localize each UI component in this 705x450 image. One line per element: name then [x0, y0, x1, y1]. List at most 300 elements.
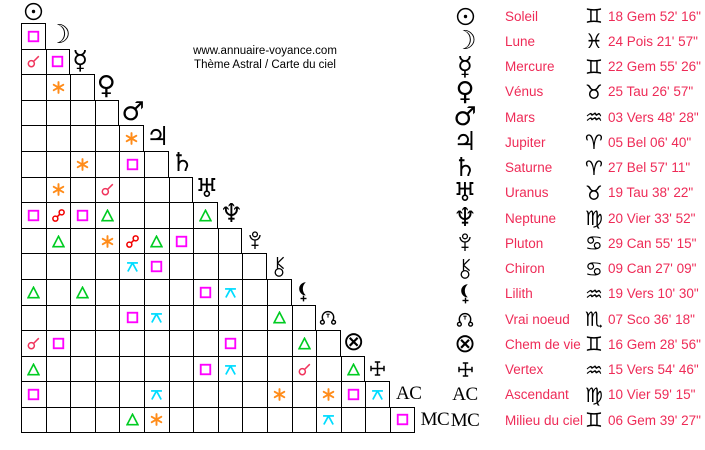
- aspect-cell-vertex-soleil: [21, 356, 46, 382]
- body-name: Vénus: [505, 84, 544, 100]
- body-name: Chem de vie: [505, 336, 581, 352]
- aspect-cell-jupiter-venus: [95, 125, 120, 151]
- legend-row-mars: [450, 102, 705, 133]
- aspect-cell-lilith-lune: [46, 279, 71, 305]
- aspect-cell-pluton-neptune: [218, 228, 243, 254]
- trine-aspect-icon: [52, 235, 65, 248]
- vertex-glyph: [365, 356, 390, 382]
- aspect-cell-chiron-jupiter: [144, 253, 169, 279]
- mercury-glyph-icon: ☿: [457, 51, 473, 82]
- aspect-cell-milieu-du-ciel-mars: [119, 407, 144, 433]
- aspect-cell-jupiter-mars: [119, 125, 144, 151]
- legend-row-lilith: [450, 281, 705, 306]
- ascendant-glyph: AC: [396, 383, 422, 405]
- aspect-cell-vertex-venus: [95, 356, 120, 382]
- virgo-sign-icon: ♍: [585, 382, 603, 407]
- aspect-cell-milieu-du-ciel-saturne: [169, 407, 194, 433]
- body-position: 05 Bel 06' 40": [608, 134, 692, 150]
- aspect-cell-mercure-soleil: [21, 49, 46, 75]
- virgo-sign-icon: ♍: [585, 206, 603, 231]
- legend-row-mercure: [450, 51, 705, 82]
- aspect-cell-chiron-saturne: [169, 253, 194, 279]
- aspect-cell-ascendant-saturne: [169, 381, 194, 407]
- jupiter-glyph: ♃: [146, 122, 170, 153]
- aspect-cell-ascendant-vrai-noeud: [316, 381, 341, 407]
- trine-aspect-icon: [27, 363, 40, 376]
- body-position: 27 Bel 57' 11": [608, 160, 691, 176]
- conjunction-aspect-icon: [27, 337, 40, 350]
- aspect-cell-lilith-mercure: [70, 279, 95, 305]
- aspect-cell-lilith-mars: [119, 279, 144, 305]
- body-position: 29 Can 55' 15": [608, 235, 697, 251]
- legend-row-uranus: [450, 177, 705, 208]
- saturne-glyph: ♄: [170, 148, 194, 178]
- body-position: 22 Gem 55' 26": [608, 59, 701, 75]
- aspect-cell-vrai-noeud-neptune: [218, 305, 243, 331]
- aspect-cell-chem-de-vie-venus: [95, 330, 120, 356]
- aspect-cell-chem-de-vie-jupiter: [144, 330, 169, 356]
- body-name: Saturne: [505, 160, 553, 176]
- conjunction-aspect-icon: [27, 55, 40, 68]
- sextile-aspect-icon: [125, 132, 138, 145]
- aspect-cell-vertex-mars: [119, 356, 144, 382]
- sun-glyph-icon: [24, 2, 43, 21]
- aspect-cell-vertex-uranus: [193, 356, 218, 382]
- body-name: Ascendant: [505, 387, 569, 403]
- aspect-cell-lilith-soleil: [21, 279, 46, 305]
- aspect-cell-chiron-venus: [95, 253, 120, 279]
- aspect-cell-saturne-soleil: [21, 151, 46, 177]
- uranus-glyph: ♅: [195, 173, 219, 204]
- aspect-cell-chem-de-vie-uranus: [193, 330, 218, 356]
- aspect-cell-neptune-venus: [95, 202, 120, 228]
- MC-glyph-icon: MC: [450, 409, 480, 431]
- vertex-glyph-icon: [369, 360, 386, 377]
- square-aspect-icon: [224, 337, 237, 350]
- aspect-cell-mars-soleil: [21, 100, 46, 126]
- body-position: 18 Gem 52' 16": [608, 8, 701, 24]
- taurus-sign-icon: ♉: [585, 180, 603, 205]
- square-aspect-icon: [76, 209, 89, 222]
- lilith-glyph: [292, 279, 317, 305]
- aspect-cell-ascendant-lilith: [292, 381, 317, 407]
- aspect-cell-milieu-du-ciel-chem-de-vie: [341, 407, 366, 433]
- chem-de-vie-glyph: ⊗: [342, 327, 365, 358]
- aspect-cell-lilith-jupiter: [144, 279, 169, 305]
- taurus-sign-icon: ♉: [585, 79, 603, 104]
- aspect-cell-vertex-vrai-noeud: [316, 356, 341, 382]
- aspect-cell-neptune-uranus: [193, 202, 218, 228]
- aspect-cell-lilith-pluton: [242, 279, 267, 305]
- aquarius-sign-icon: ♒: [585, 357, 603, 382]
- aspect-cell-neptune-lune: [46, 202, 71, 228]
- trine-aspect-icon: [126, 413, 139, 426]
- aspect-cell-chem-de-vie-mars: [119, 330, 144, 356]
- lilith-glyph-icon: [459, 283, 472, 304]
- aries-sign-icon: ♈: [585, 155, 603, 180]
- body-position: 09 Can 27' 09": [608, 261, 697, 277]
- square-aspect-icon: [347, 388, 360, 401]
- body-name: Lune: [505, 33, 536, 49]
- aspect-cell-pluton-mercure: [70, 228, 95, 254]
- venus-glyph-icon: ♀: [455, 76, 475, 107]
- aspect-cell-milieu-du-ciel-ascendant: [390, 407, 415, 433]
- lilith-glyph-icon: [297, 281, 310, 302]
- body-position: 15 Vers 54' 46": [608, 362, 699, 378]
- true-node-glyph-icon: [319, 309, 337, 326]
- square-aspect-icon: [52, 337, 65, 350]
- opposition-aspect-icon: [126, 235, 139, 248]
- aspect-cell-chem-de-vie-neptune: [218, 330, 243, 356]
- body-name: Soleil: [505, 8, 539, 24]
- trine-aspect-icon: [101, 209, 114, 222]
- aspect-cell-ascendant-lune: [46, 381, 71, 407]
- aspect-cell-ascendant-soleil: [21, 381, 46, 407]
- legend-row-vertex: [450, 357, 705, 382]
- aspect-cell-ascendant-chiron: [267, 381, 292, 407]
- legend-row-milieu-du-ciel: [450, 407, 705, 432]
- aspect-cell-venus-mercure: [70, 74, 95, 100]
- aspect-cell-chiron-mercure: [70, 253, 95, 279]
- aspect-cell-vertex-jupiter: [144, 356, 169, 382]
- aspect-cell-vertex-chem-de-vie: [341, 356, 366, 382]
- sextile-aspect-icon: [52, 183, 65, 196]
- aspect-cell-jupiter-soleil: [21, 125, 46, 151]
- aspect-cell-vertex-chiron: [267, 356, 292, 382]
- aquarius-sign-icon: ♒: [585, 281, 603, 306]
- neptune-glyph-icon: ♆: [453, 203, 477, 234]
- aspect-cell-lilith-neptune: [218, 279, 243, 305]
- aspect-cell-vrai-noeud-mars: [119, 305, 144, 331]
- aspect-cell-vertex-saturne: [169, 356, 194, 382]
- quincunx-aspect-icon: [126, 260, 139, 273]
- square-aspect-icon: [175, 235, 188, 248]
- aspect-cell-vrai-noeud-saturne: [169, 305, 194, 331]
- legend-row-ascendant: [450, 382, 705, 407]
- aspect-cell-pluton-soleil: [21, 228, 46, 254]
- square-aspect-icon: [27, 30, 40, 43]
- cancer-sign-icon: ♋: [585, 256, 603, 281]
- aspect-cell-vrai-noeud-venus: [95, 305, 120, 331]
- aspect-cell-ascendant-pluton: [242, 381, 267, 407]
- sextile-aspect-icon: [52, 81, 65, 94]
- aspect-cell-ascendant-chem-de-vie: [341, 381, 366, 407]
- saturn-glyph-cell: [450, 152, 480, 183]
- sun-glyph-cell: [450, 7, 480, 26]
- legend-row-lune: [450, 26, 705, 57]
- body-name: Uranus: [505, 185, 549, 201]
- legend-row-jupiter: [450, 127, 705, 158]
- aspect-cell-chem-de-vie-lune: [46, 330, 71, 356]
- sextile-aspect-icon: [322, 388, 335, 401]
- mars-glyph: ♂: [121, 96, 145, 127]
- aspect-cell-chem-de-vie-soleil: [21, 330, 46, 356]
- aspect-cell-chem-de-vie-chiron: [267, 330, 292, 356]
- body-name: Jupiter: [505, 134, 546, 150]
- lilith-glyph-cell: [450, 283, 480, 304]
- trine-aspect-icon: [76, 286, 89, 299]
- aspect-cell-pluton-mars: [119, 228, 144, 254]
- aspect-cell-vertex-neptune: [218, 356, 243, 382]
- scorpio-sign-icon: ♏: [585, 307, 603, 332]
- quincunx-aspect-icon: [150, 388, 163, 401]
- legend-row-pluton: [450, 231, 705, 256]
- aspect-cell-uranus-jupiter: [144, 177, 169, 203]
- aspect-cell-vrai-noeud-lune: [46, 305, 71, 331]
- body-name: Lilith: [505, 286, 533, 302]
- aspect-cell-neptune-mars: [119, 202, 144, 228]
- aspect-cell-mars-mercure: [70, 100, 95, 126]
- aspect-cell-milieu-du-ciel-lune: [46, 407, 71, 433]
- aspect-cell-jupiter-mercure: [70, 125, 95, 151]
- gemini-sign-icon: ♊: [585, 332, 603, 357]
- aspect-cell-milieu-du-ciel-soleil: [21, 407, 46, 433]
- trine-aspect-icon: [150, 235, 163, 248]
- wheel-of-fortune-glyph-cell: [450, 329, 480, 360]
- quincunx-aspect-icon: [224, 286, 237, 299]
- true-node-glyph-cell: [450, 311, 480, 328]
- aspect-cell-vrai-noeud-jupiter: [144, 305, 169, 331]
- legend-row-vrai-noeud: [450, 306, 705, 331]
- aspect-cell-saturne-mars: [119, 151, 144, 177]
- mars-glyph-icon: ♂: [453, 102, 477, 133]
- aspect-cell-saturne-venus: [95, 151, 120, 177]
- aspect-cell-chiron-uranus: [193, 253, 218, 279]
- quincunx-aspect-icon: [150, 311, 163, 324]
- trine-aspect-icon: [347, 363, 360, 376]
- chiron-glyph: [267, 253, 292, 279]
- aspect-cell-milieu-du-ciel-pluton: [242, 407, 267, 433]
- AC-glyph-cell: [450, 385, 480, 404]
- sextile-aspect-icon: [101, 235, 114, 248]
- venus-glyph-cell: [450, 76, 480, 107]
- aspect-cell-milieu-du-ciel-vrai-noeud: [316, 407, 341, 433]
- square-aspect-icon: [199, 286, 212, 299]
- saturn-glyph-icon: ♄: [453, 152, 477, 183]
- venus-glyph: ♀: [96, 71, 116, 102]
- aspect-cell-vrai-noeud-mercure: [70, 305, 95, 331]
- aspect-cell-venus-soleil: [21, 74, 46, 100]
- aspect-cell-saturne-mercure: [70, 151, 95, 177]
- aspect-cell-pluton-uranus: [193, 228, 218, 254]
- aspect-cell-ascendant-neptune: [218, 381, 243, 407]
- aspect-cell-pluton-lune: [46, 228, 71, 254]
- aspect-cell-vertex-lilith: [292, 356, 317, 382]
- aspect-cell-uranus-mars: [119, 177, 144, 203]
- aspect-cell-neptune-mercure: [70, 202, 95, 228]
- quincunx-aspect-icon: [322, 413, 335, 426]
- pluton-glyph: [242, 228, 267, 254]
- aspect-cell-chiron-soleil: [21, 253, 46, 279]
- body-name: Mercure: [505, 59, 555, 75]
- neptune-glyph: ♆: [219, 199, 244, 230]
- aspect-cell-uranus-mercure: [70, 177, 95, 203]
- wheel-of-fortune-glyph-icon: ⊗: [454, 329, 476, 360]
- aspect-cell-chem-de-vie-pluton: [242, 330, 267, 356]
- body-position: 19 Vers 10' 30": [608, 286, 699, 302]
- true-node-glyph-icon: [456, 311, 474, 328]
- aspect-cell-venus-lune: [46, 74, 71, 100]
- square-aspect-icon: [27, 388, 40, 401]
- body-position: 25 Tau 26' 57": [608, 84, 694, 100]
- trine-aspect-icon: [199, 209, 212, 222]
- mercury-glyph-cell: [450, 51, 480, 82]
- aspect-cell-uranus-soleil: [21, 177, 46, 203]
- cancer-sign-icon: ♋: [585, 231, 603, 256]
- aspect-cell-uranus-venus: [95, 177, 120, 203]
- aspect-cell-ascendant-uranus: [193, 381, 218, 407]
- gemini-sign-icon: ♊: [585, 4, 603, 29]
- sextile-aspect-icon: [76, 158, 89, 171]
- trine-aspect-icon: [273, 311, 286, 324]
- aspect-cell-saturne-lune: [46, 151, 71, 177]
- aspect-cell-mercure-lune: [46, 49, 71, 75]
- chiron-glyph-cell: [450, 258, 480, 279]
- sun-glyph-icon: [456, 7, 475, 26]
- aspect-cell-milieu-du-ciel-vertex: [365, 407, 390, 433]
- square-aspect-icon: [396, 413, 409, 426]
- aspect-cell-ascendant-mercure: [70, 381, 95, 407]
- soleil-glyph: [21, 1, 46, 22]
- aspect-cell-mars-venus: [95, 100, 120, 126]
- sextile-aspect-icon: [150, 413, 163, 426]
- gemini-sign-icon: ♊: [585, 408, 603, 433]
- aspect-cell-ascendant-mars: [119, 381, 144, 407]
- pluto-glyph-icon: [248, 231, 262, 251]
- site-url: www.annuaire-voyance.com: [193, 45, 337, 57]
- body-position: 03 Vers 48' 28": [608, 109, 699, 125]
- aspect-cell-milieu-du-ciel-uranus: [193, 407, 218, 433]
- aspect-cell-chem-de-vie-mercure: [70, 330, 95, 356]
- vrai-noeud-glyph: [316, 305, 341, 331]
- aspect-cell-milieu-du-ciel-mercure: [70, 407, 95, 433]
- aspect-cell-lilith-chiron: [267, 279, 292, 305]
- body-position: 10 Vier 59' 15": [608, 387, 696, 403]
- legend-row-saturne: [450, 152, 705, 183]
- jupiter-glyph-cell: [450, 127, 480, 158]
- square-aspect-icon: [150, 260, 163, 273]
- body-name: Vertex: [505, 362, 544, 378]
- sextile-aspect-icon: [273, 388, 286, 401]
- body-position: 06 Gem 39' 27": [608, 412, 701, 428]
- aspect-cell-milieu-du-ciel-neptune: [218, 407, 243, 433]
- aspect-cell-mars-lune: [46, 100, 71, 126]
- aspect-cell-lilith-saturne: [169, 279, 194, 305]
- trine-aspect-icon: [27, 286, 40, 299]
- body-name: Chiron: [505, 261, 545, 277]
- aspect-cell-vrai-noeud-pluton: [242, 305, 267, 331]
- aspect-cell-neptune-soleil: [21, 202, 46, 228]
- aspect-cell-chiron-mars: [119, 253, 144, 279]
- aspect-cell-saturne-jupiter: [144, 151, 169, 177]
- aspect-cell-ascendant-jupiter: [144, 381, 169, 407]
- header: [120, 44, 410, 72]
- chiron-glyph-icon: [273, 256, 286, 277]
- vertex-glyph-icon: [457, 361, 474, 378]
- gemini-sign-icon: ♊: [585, 54, 603, 79]
- moon-glyph-icon: ☽: [453, 26, 477, 57]
- aspect-cell-milieu-du-ciel-venus: [95, 407, 120, 433]
- aspect-cell-vrai-noeud-uranus: [193, 305, 218, 331]
- aspect-cell-vrai-noeud-lilith: [292, 305, 317, 331]
- aspect-cell-vertex-pluton: [242, 356, 267, 382]
- aspect-cell-neptune-jupiter: [144, 202, 169, 228]
- pisces-sign-icon: ♓: [585, 29, 603, 54]
- quincunx-aspect-icon: [224, 363, 237, 376]
- aspect-cell-chiron-lune: [46, 253, 71, 279]
- square-aspect-icon: [126, 311, 139, 324]
- jupiter-glyph-icon: ♃: [453, 127, 477, 158]
- square-aspect-icon: [199, 363, 212, 376]
- uranus-glyph-icon: ♅: [453, 177, 477, 208]
- quincunx-aspect-icon: [371, 388, 384, 401]
- aspect-cell-milieu-du-ciel-lilith: [292, 407, 317, 433]
- square-aspect-icon: [51, 55, 64, 68]
- aspect-cell-milieu-du-ciel-jupiter: [144, 407, 169, 433]
- vertex-glyph-cell: [450, 361, 480, 378]
- square-aspect-icon: [126, 158, 139, 171]
- mars-glyph-cell: [450, 102, 480, 133]
- aspect-cell-ascendant-venus: [95, 381, 120, 407]
- body-position: 16 Gem 28' 56": [608, 336, 701, 352]
- chiron-glyph-icon: [459, 258, 472, 279]
- lune-glyph: ☽: [47, 20, 71, 50]
- body-name: Pluton: [505, 235, 544, 251]
- body-name: Vrai noeud: [505, 311, 570, 327]
- aspect-cell-chem-de-vie-lilith: [292, 330, 317, 356]
- body-name: Mars: [505, 109, 535, 125]
- square-aspect-icon: [27, 209, 40, 222]
- aries-sign-icon: ♈: [585, 130, 603, 155]
- legend-row-chiron: [450, 256, 705, 281]
- aspect-cell-chem-de-vie-saturne: [169, 330, 194, 356]
- body-position: 19 Tau 38' 22": [608, 185, 694, 201]
- aspect-cell-uranus-lune: [46, 177, 71, 203]
- chart-title: Thème Astral / Carte du ciel: [194, 59, 336, 71]
- trine-aspect-icon: [298, 337, 311, 350]
- aquarius-sign-icon: ♒: [585, 105, 603, 130]
- legend-row-neptune: [450, 203, 705, 234]
- mercure-glyph: ☿: [72, 45, 89, 76]
- aspect-cell-vrai-noeud-chiron: [267, 305, 292, 331]
- aspect-cell-chem-de-vie-vrai-noeud: [316, 330, 341, 356]
- aspect-cell-uranus-saturne: [169, 177, 194, 203]
- opposition-aspect-icon: [52, 209, 65, 222]
- moon-glyph-cell: [450, 26, 480, 57]
- pluto-glyph-icon: [458, 233, 472, 253]
- aspect-cell-pluton-venus: [95, 228, 120, 254]
- conjunction-aspect-icon: [101, 183, 114, 196]
- body-position: 24 Pois 21' 57": [608, 33, 698, 49]
- aspect-cell-vertex-lune: [46, 356, 71, 382]
- body-position: 07 Sco 36' 18": [608, 311, 695, 327]
- aspect-cell-lune-soleil: [21, 23, 46, 49]
- body-position: 20 Vier 33' 52": [608, 210, 696, 226]
- aspect-cell-pluton-saturne: [169, 228, 194, 254]
- aspect-cell-jupiter-lune: [46, 125, 71, 151]
- AC-glyph-icon: AC: [452, 384, 478, 406]
- legend-row-venus: [450, 76, 705, 107]
- MC-glyph-cell: [450, 411, 480, 430]
- aspect-cell-ascendant-vertex: [365, 381, 390, 407]
- uranus-glyph-cell: [450, 177, 480, 208]
- conjunction-aspect-icon: [298, 363, 311, 376]
- pluto-glyph-cell: [450, 233, 480, 253]
- legend-row-chem-de-vie: [450, 329, 705, 360]
- legend-row-soleil: [450, 3, 705, 28]
- aspect-cell-chiron-neptune: [218, 253, 243, 279]
- aspect-cell-vertex-mercure: [70, 356, 95, 382]
